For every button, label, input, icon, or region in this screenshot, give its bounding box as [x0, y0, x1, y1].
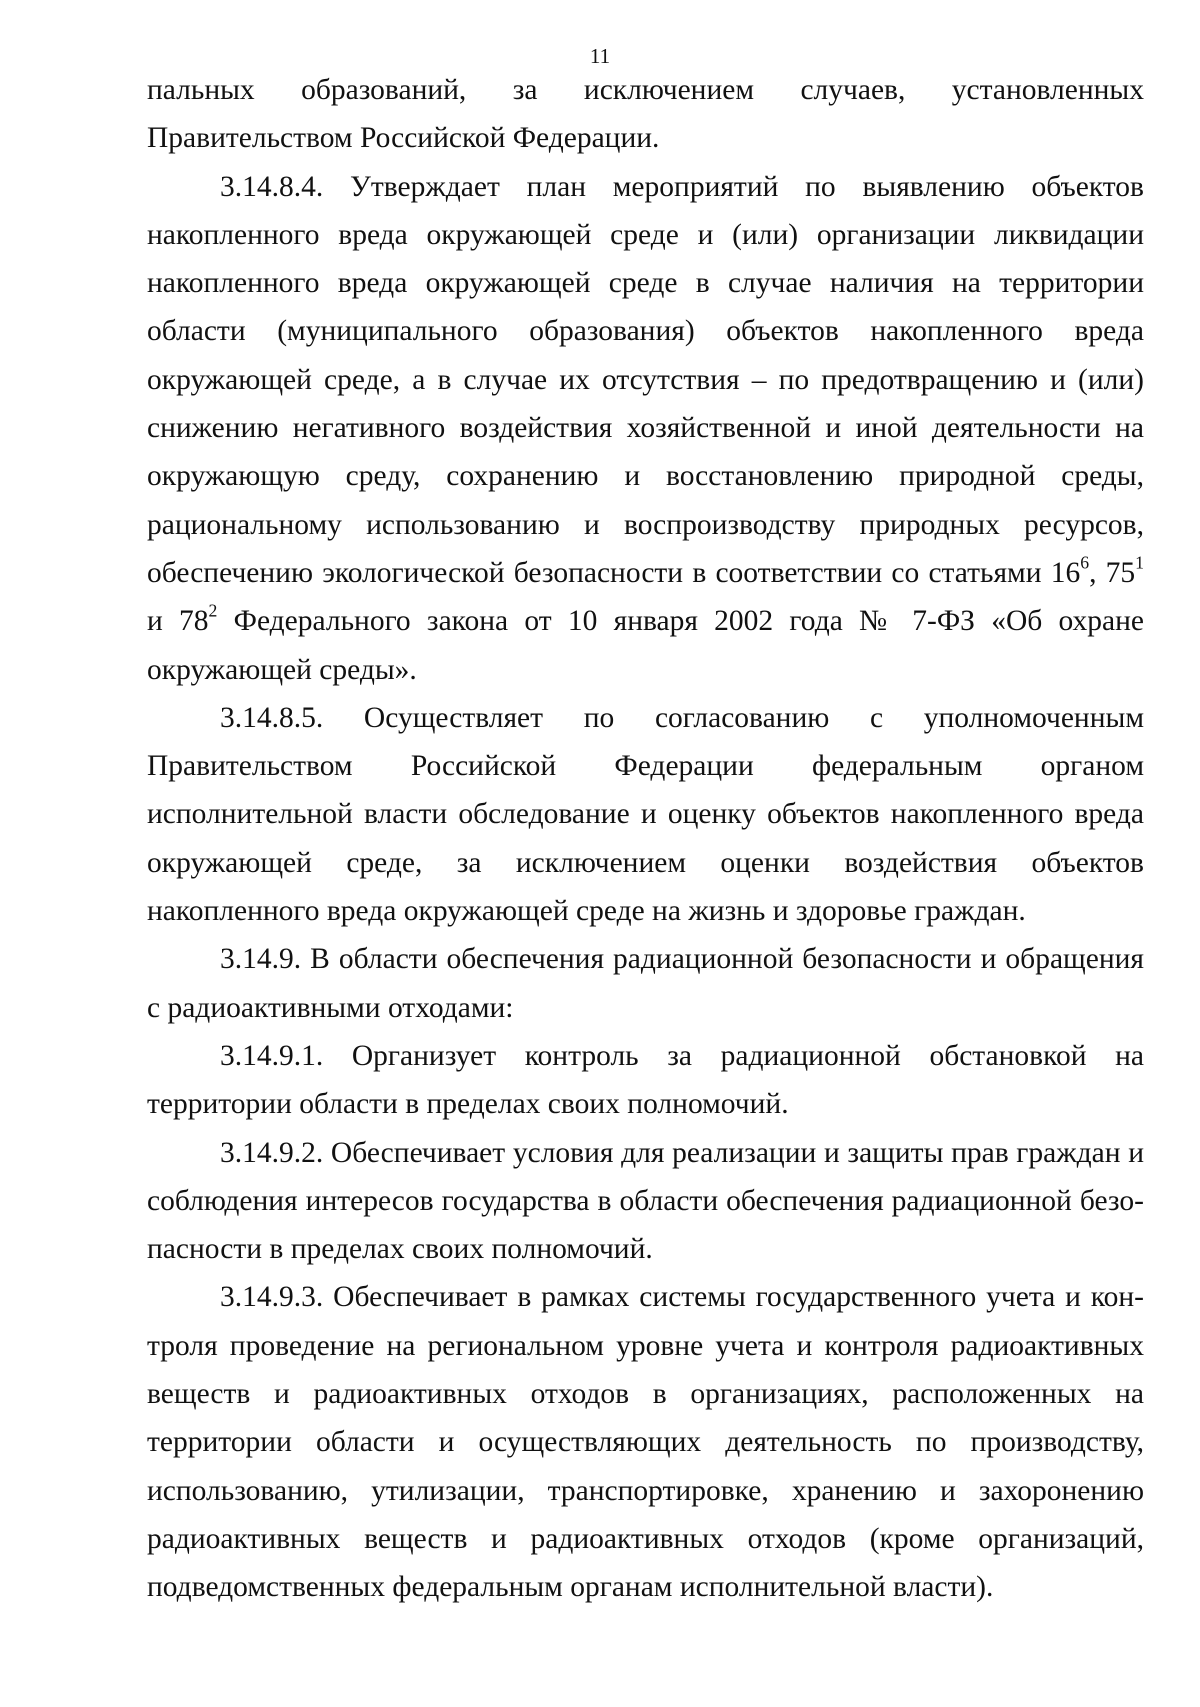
paragraph-3-14-9-2: 3.14.9.2. Обеспечивает условия для реализации и защиты прав граждан и соблюдения интересов государства в области обеспечения радиационной безопасности в пределах своих полномочий. [147, 1136, 1144, 1266]
paragraph-text: и 78 [147, 605, 209, 638]
superscript: 6 [1080, 552, 1090, 573]
paragraph-text: , 75 [1089, 556, 1136, 589]
paragraph-3-14-9-3: 3.14.9.3. Обеспечивает в рамках системы государственного учета и контроля проведение на региональном уровне учета и контроля радиоактивных веществ и радиоактивных отходов в организациях, расположенных на территории области и осуществляющих деятельность по производству, использованию, утилизации, транспортировке, хранению и захоронению радиоактивных веществ и радиоактивных отходов (кроме организаций, подведомственных федеральным органам исполнительной власти). [147, 1281, 1144, 1604]
paragraph-text: 3.14.8.4. Утверждает план мероприятий по выявлению объектов накопленного вреда окружающей среде и (или) организации ликвидации накопленного вреда окружающей среде в случае наличия на территории области (муниципального образования) объектов накопленного вреда окружающей среде, а в случае их отсутствия – по предотвращению и (или) снижению негативного воздействия хозяйственной и иной деятельности на окружающую среду, сохранению и восстановлению природной среды, рациональному использованию и воспроизводству природных ресурсов, обеспечению экологической безопасности в соответствии со статьями 16 [147, 170, 1144, 589]
paragraph-3-14-8-5: 3.14.8.5. Осуществляет по согласованию с уполномоченным Правительством Российской Федерации федеральным органом исполнительной власти обследование и оценку объектов накопленного вреда окружающей среде, за исключением оценки воздействия объектов накопленного вреда окружающей среде на жизнь и здоровье граждан. [147, 701, 1144, 928]
superscript: 1 [1135, 552, 1145, 573]
paragraph-3-14-9: 3.14.9. В области обеспечения радиационной безопасности и обращения с радиоактивными отходами: [147, 943, 1144, 1024]
paragraph-3-14-8-4 [147, 163, 1144, 694]
page-number: 11 [589, 44, 611, 68]
paragraph-continuation: пальных образований, за исключением случаев, установленных Правительством Российской Федерации. [147, 74, 1144, 155]
paragraph-3-14-9-1: 3.14.9.1. Организует контроль за радиационной обстановкой на территории области в пределах своих полномочий. [147, 1039, 1144, 1121]
paragraph-text: Федерального закона от 10 января 2002 года № 7-ФЗ «Об охране окружающей среды». [147, 605, 1144, 686]
superscript: 2 [208, 601, 218, 621]
document-body [147, 66, 1144, 1612]
